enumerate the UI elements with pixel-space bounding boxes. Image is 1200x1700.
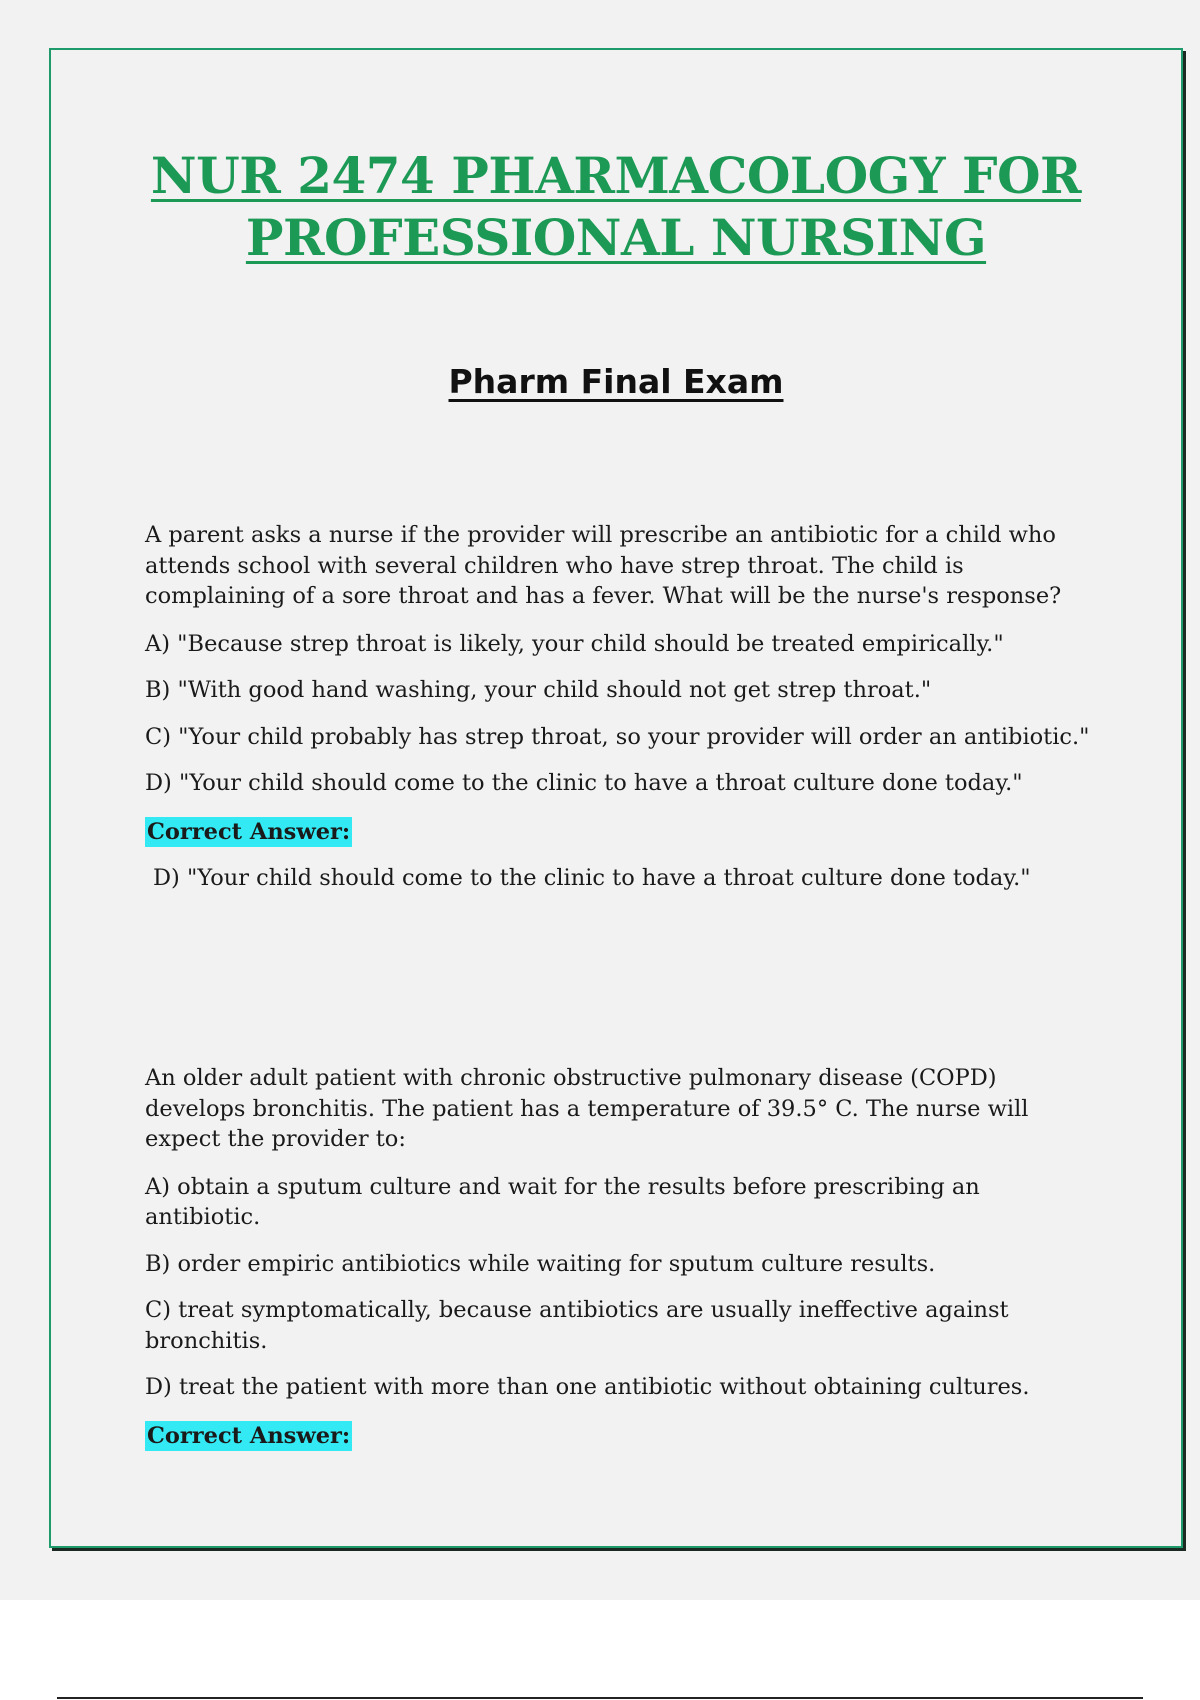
question-1-option-b: B) "With good hand washing, your child should not get strep throat." (145, 677, 932, 703)
question-2-option-b: B) order empiric antibiotics while waiting for sputum culture results. (145, 1250, 936, 1277)
question-2 (145, 1063, 1095, 1467)
question-1 (145, 520, 1095, 894)
question-2-option-d: D) treat the patient with more than one antibiotic without obtaining cultures. (145, 1374, 1030, 1400)
question-1-stem: A parent asks a nurse if the provider will prescribe an antibiotic for a child who attends school with several children who have strep throat. The child is complaining of a sore throat and has a fever. What will be the nurse's response? (145, 522, 1062, 609)
question-2-option-a: A) obtain a sputum culture and wait for the results before prescribing an antibiotic. (145, 1173, 980, 1230)
question-2-answer-label: Correct Answer: (145, 1421, 352, 1452)
exam-subtitle-text: Pharm Final Exam (448, 362, 784, 401)
exam-subtitle (49, 362, 1183, 402)
question-2-stem: An older adult patient with chronic obstructive pulmonary disease (COPD) develops bronchitis. The patient has a temperature of 39.5° C. The nurse will expect the provider to: (145, 1065, 1029, 1152)
question-2-option-c: C) treat symptomatically, because antibiotics are usually ineffective against bronchitis. (145, 1297, 1009, 1354)
question-1-answer-label: Correct Answer: (145, 817, 352, 848)
document-title (49, 145, 1183, 269)
question-1-option-c: C) "Your child probably has strep throat, so your provider will order an antibiotic." (145, 723, 1090, 750)
question-1-answer: D) "Your child should come to the clinic to have a throat culture done today." (153, 865, 1031, 891)
question-1-option-d: D) "Your child should come to the clinic to have a throat culture done today." (145, 770, 1023, 796)
document-title-line-1: NUR 2474 PHARMACOLOGY FOR (150, 146, 1082, 205)
question-1-option-a: A) "Because strep throat is likely, your child should be treated empirically." (145, 630, 1004, 657)
document-title-line-2: PROFESSIONAL NURSING (245, 208, 987, 267)
footer-divider (57, 1697, 1143, 1699)
